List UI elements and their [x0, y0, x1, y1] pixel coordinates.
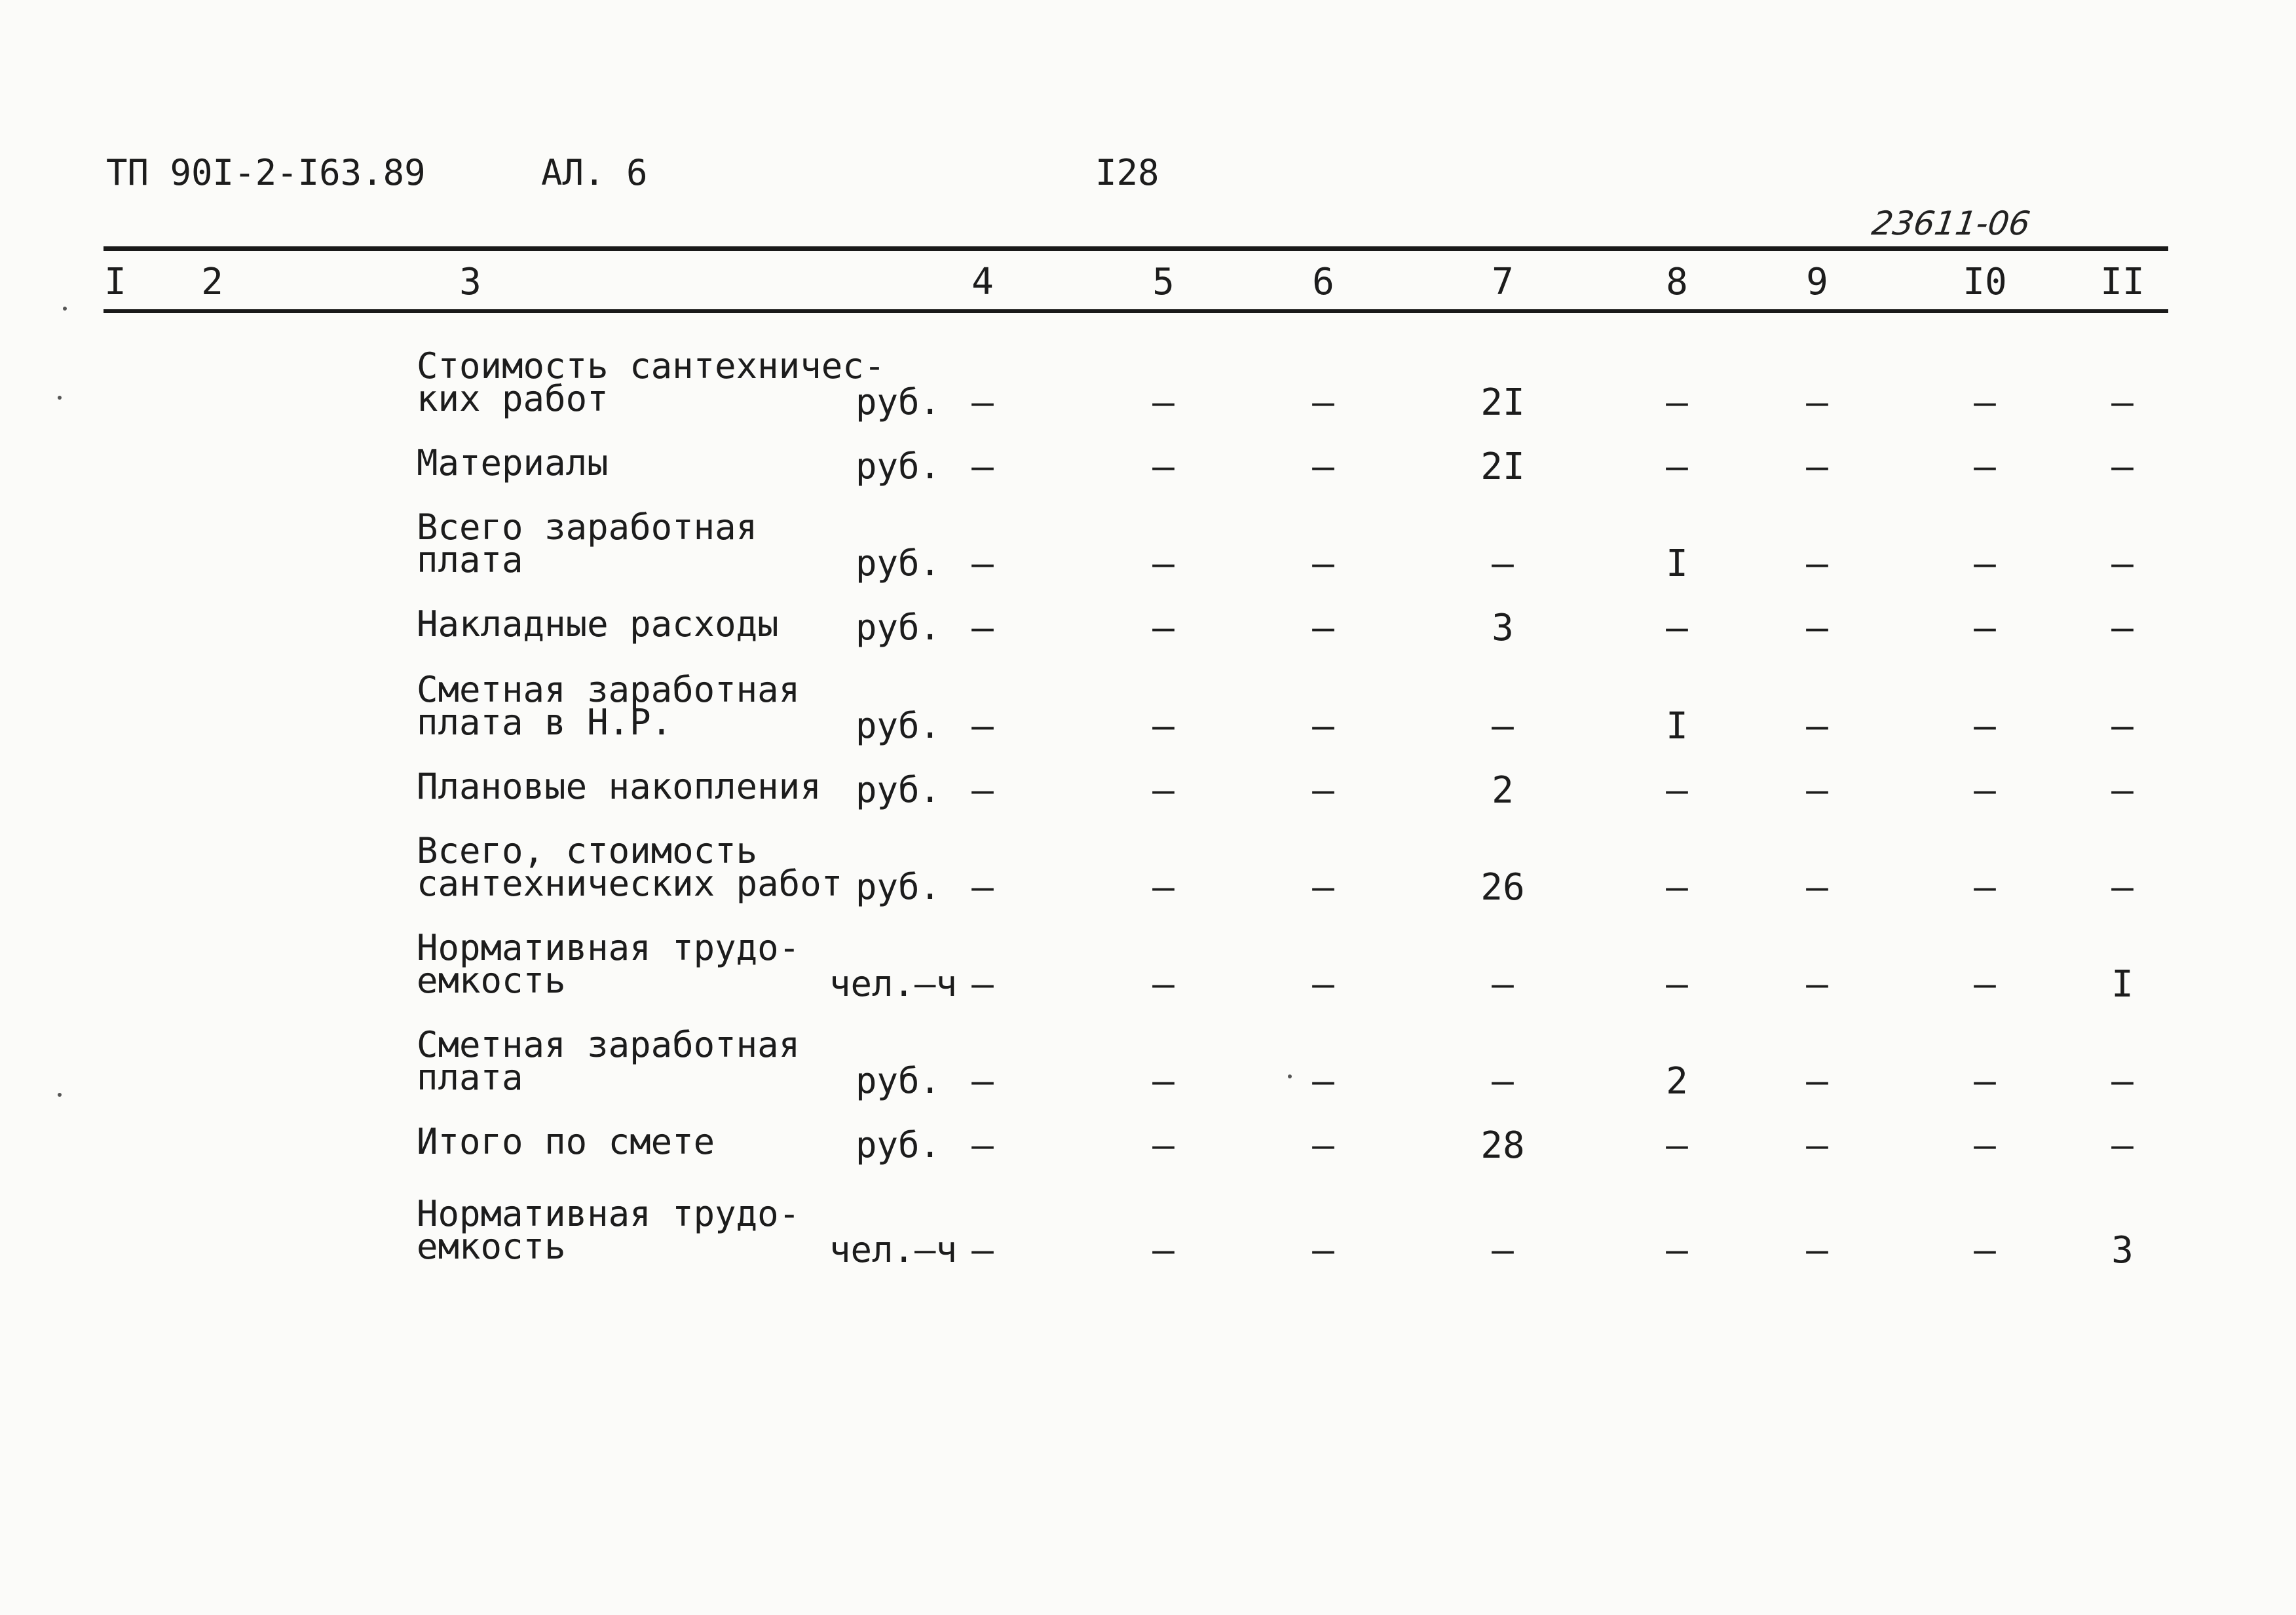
row-description-line: Плановые накопления — [417, 766, 821, 807]
document-code: ТП 90I-2-I63.89 — [106, 152, 426, 193]
row-description-line: емкость — [417, 1226, 566, 1267]
row-description-line: Всего заработная — [417, 506, 758, 548]
value-cell: 2I — [1480, 446, 1525, 488]
empty-dash-cell: – — [1974, 1229, 1996, 1272]
column-number-1: I — [104, 261, 126, 303]
empty-dash-cell: – — [2111, 1124, 2134, 1167]
empty-dash-cell: – — [1152, 1124, 1175, 1167]
row-description — [417, 927, 800, 1001]
empty-dash-cell: – — [1974, 1124, 1996, 1167]
row-description — [417, 669, 800, 743]
empty-dash-cell: – — [1312, 963, 1334, 1006]
empty-dash-cell: – — [1806, 866, 1828, 909]
value-cell: 26 — [1480, 866, 1525, 909]
empty-dash-cell: – — [1666, 866, 1688, 909]
page-number: I28 — [1095, 152, 1159, 193]
column-number-6: 6 — [1312, 261, 1334, 303]
scan-speck — [58, 396, 62, 400]
empty-dash-cell: – — [1974, 866, 1996, 909]
empty-dash-cell: – — [1974, 381, 1996, 424]
empty-dash-cell: – — [2111, 446, 2134, 488]
row-description-line: Нормативная трудо- — [417, 1193, 800, 1234]
empty-dash-cell: – — [1312, 542, 1334, 585]
empty-dash-cell: – — [1312, 1124, 1334, 1167]
empty-dash-cell: – — [1152, 1060, 1175, 1103]
row-description-line: емкость — [417, 960, 566, 1001]
scan-speck — [63, 307, 67, 311]
row-description — [417, 1121, 715, 1162]
scan-speck — [1288, 1074, 1292, 1078]
row-description — [417, 442, 609, 484]
row-description — [417, 506, 758, 580]
row-description-line: Материалы — [417, 442, 609, 484]
empty-dash-cell: – — [971, 1124, 994, 1167]
empty-dash-cell: – — [971, 381, 994, 424]
table-header-rule — [104, 309, 2168, 313]
row-description-line: Итого по смете — [417, 1121, 715, 1162]
column-number-2: 2 — [201, 261, 223, 303]
row-description-line: Сметная заработная — [417, 1024, 800, 1065]
empty-dash-cell: – — [1666, 446, 1688, 488]
empty-dash-cell: – — [1492, 542, 1514, 585]
unit-label: руб. — [856, 769, 941, 810]
empty-dash-cell: – — [1312, 866, 1334, 909]
row-description-line: плата в Н.Р. — [417, 702, 673, 743]
empty-dash-cell: – — [1152, 542, 1175, 585]
empty-dash-cell: – — [1492, 963, 1514, 1006]
unit-label: чел.–ч — [829, 963, 958, 1004]
unit-label: руб. — [856, 1060, 941, 1101]
column-number-11: II — [2100, 261, 2145, 303]
empty-dash-cell: – — [1806, 607, 1828, 649]
empty-dash-cell: – — [971, 1060, 994, 1103]
value-cell: 28 — [1480, 1124, 1525, 1167]
column-number-9: 9 — [1806, 261, 1828, 303]
value-cell: 2 — [1666, 1060, 1688, 1103]
row-description — [417, 1024, 800, 1098]
row-description — [417, 603, 779, 645]
empty-dash-cell: – — [1974, 705, 1996, 748]
empty-dash-cell: – — [2111, 866, 2134, 909]
empty-dash-cell: – — [971, 866, 994, 909]
empty-dash-cell: – — [2111, 607, 2134, 649]
empty-dash-cell: – — [1312, 1060, 1334, 1103]
empty-dash-cell: – — [1152, 381, 1175, 424]
value-cell: I — [2111, 963, 2134, 1006]
empty-dash-cell: – — [1152, 963, 1175, 1006]
empty-dash-cell: – — [971, 446, 994, 488]
column-number-10: I0 — [1963, 261, 2007, 303]
empty-dash-cell: – — [1666, 1229, 1688, 1272]
row-description-line: Всего, стоимость — [417, 830, 758, 871]
column-number-3: 3 — [459, 261, 481, 303]
empty-dash-cell: – — [1974, 963, 1996, 1006]
row-description-line: Стоимость сантехничес- — [417, 345, 886, 387]
unit-label: руб. — [856, 1124, 941, 1166]
row-description-line: плата — [417, 1057, 523, 1098]
empty-dash-cell: – — [1666, 769, 1688, 812]
value-cell: I — [1666, 542, 1688, 585]
empty-dash-cell: – — [1806, 963, 1828, 1006]
empty-dash-cell: – — [1152, 705, 1175, 748]
empty-dash-cell: – — [1974, 446, 1996, 488]
empty-dash-cell: – — [1492, 705, 1514, 748]
handwritten-inventory-number: 23611-06 — [1869, 204, 2033, 242]
row-description — [417, 345, 886, 419]
empty-dash-cell: – — [1152, 446, 1175, 488]
empty-dash-cell: – — [1666, 963, 1688, 1006]
row-description — [417, 830, 843, 904]
value-cell: I — [1666, 705, 1688, 748]
table-top-rule — [104, 246, 2168, 251]
row-description-line: Нормативная трудо- — [417, 927, 800, 968]
value-cell: 3 — [1492, 607, 1514, 649]
empty-dash-cell: – — [971, 607, 994, 649]
empty-dash-cell: – — [1974, 1060, 1996, 1103]
empty-dash-cell: – — [1806, 1229, 1828, 1272]
row-description — [417, 766, 821, 807]
empty-dash-cell: – — [971, 963, 994, 1006]
empty-dash-cell: – — [1806, 381, 1828, 424]
row-description-line: Накладные расходы — [417, 603, 779, 645]
empty-dash-cell: – — [1806, 1124, 1828, 1167]
empty-dash-cell: – — [971, 542, 994, 585]
empty-dash-cell: – — [2111, 705, 2134, 748]
empty-dash-cell: – — [1666, 1124, 1688, 1167]
value-cell: 2I — [1480, 381, 1525, 424]
unit-label: руб. — [856, 381, 941, 423]
empty-dash-cell: – — [1666, 381, 1688, 424]
unit-label: руб. — [856, 866, 941, 907]
empty-dash-cell: – — [1806, 542, 1828, 585]
empty-dash-cell: – — [1974, 607, 1996, 649]
value-cell: 2 — [1492, 769, 1514, 812]
empty-dash-cell: – — [1492, 1060, 1514, 1103]
row-description — [417, 1193, 800, 1267]
column-number-5: 5 — [1152, 261, 1175, 303]
column-number-8: 8 — [1666, 261, 1688, 303]
empty-dash-cell: – — [1974, 769, 1996, 812]
unit-label: руб. — [856, 607, 941, 648]
empty-dash-cell: – — [2111, 769, 2134, 812]
album-number: АЛ. 6 — [541, 152, 648, 193]
unit-label: руб. — [856, 446, 941, 487]
empty-dash-cell: – — [1152, 1229, 1175, 1272]
empty-dash-cell: – — [971, 705, 994, 748]
empty-dash-cell: – — [1806, 769, 1828, 812]
empty-dash-cell: – — [1312, 446, 1334, 488]
empty-dash-cell: – — [2111, 381, 2134, 424]
value-cell: 3 — [2111, 1229, 2134, 1272]
empty-dash-cell: – — [1312, 705, 1334, 748]
empty-dash-cell: – — [1152, 866, 1175, 909]
empty-dash-cell: – — [1312, 381, 1334, 424]
empty-dash-cell: – — [2111, 542, 2134, 585]
column-number-7: 7 — [1492, 261, 1514, 303]
empty-dash-cell: – — [1492, 1229, 1514, 1272]
empty-dash-cell: – — [971, 769, 994, 812]
empty-dash-cell: – — [1152, 607, 1175, 649]
scan-speck — [58, 1093, 62, 1097]
empty-dash-cell: – — [1666, 607, 1688, 649]
unit-label: руб. — [856, 542, 941, 584]
empty-dash-cell: – — [1806, 1060, 1828, 1103]
empty-dash-cell: – — [1974, 542, 1996, 585]
empty-dash-cell: – — [1312, 607, 1334, 649]
unit-label: чел.–ч — [829, 1229, 958, 1270]
row-description-line: ких работ — [417, 378, 609, 419]
row-description-line: плата — [417, 539, 523, 580]
empty-dash-cell: – — [1312, 1229, 1334, 1272]
row-description-line: сантехнических работ — [417, 863, 843, 904]
row-description-line: Сметная заработная — [417, 669, 800, 710]
empty-dash-cell: – — [1806, 705, 1828, 748]
empty-dash-cell: – — [971, 1229, 994, 1272]
empty-dash-cell: – — [1312, 769, 1334, 812]
empty-dash-cell: – — [1152, 769, 1175, 812]
empty-dash-cell: – — [2111, 1060, 2134, 1103]
column-number-4: 4 — [971, 261, 994, 303]
empty-dash-cell: – — [1806, 446, 1828, 488]
unit-label: руб. — [856, 705, 941, 746]
